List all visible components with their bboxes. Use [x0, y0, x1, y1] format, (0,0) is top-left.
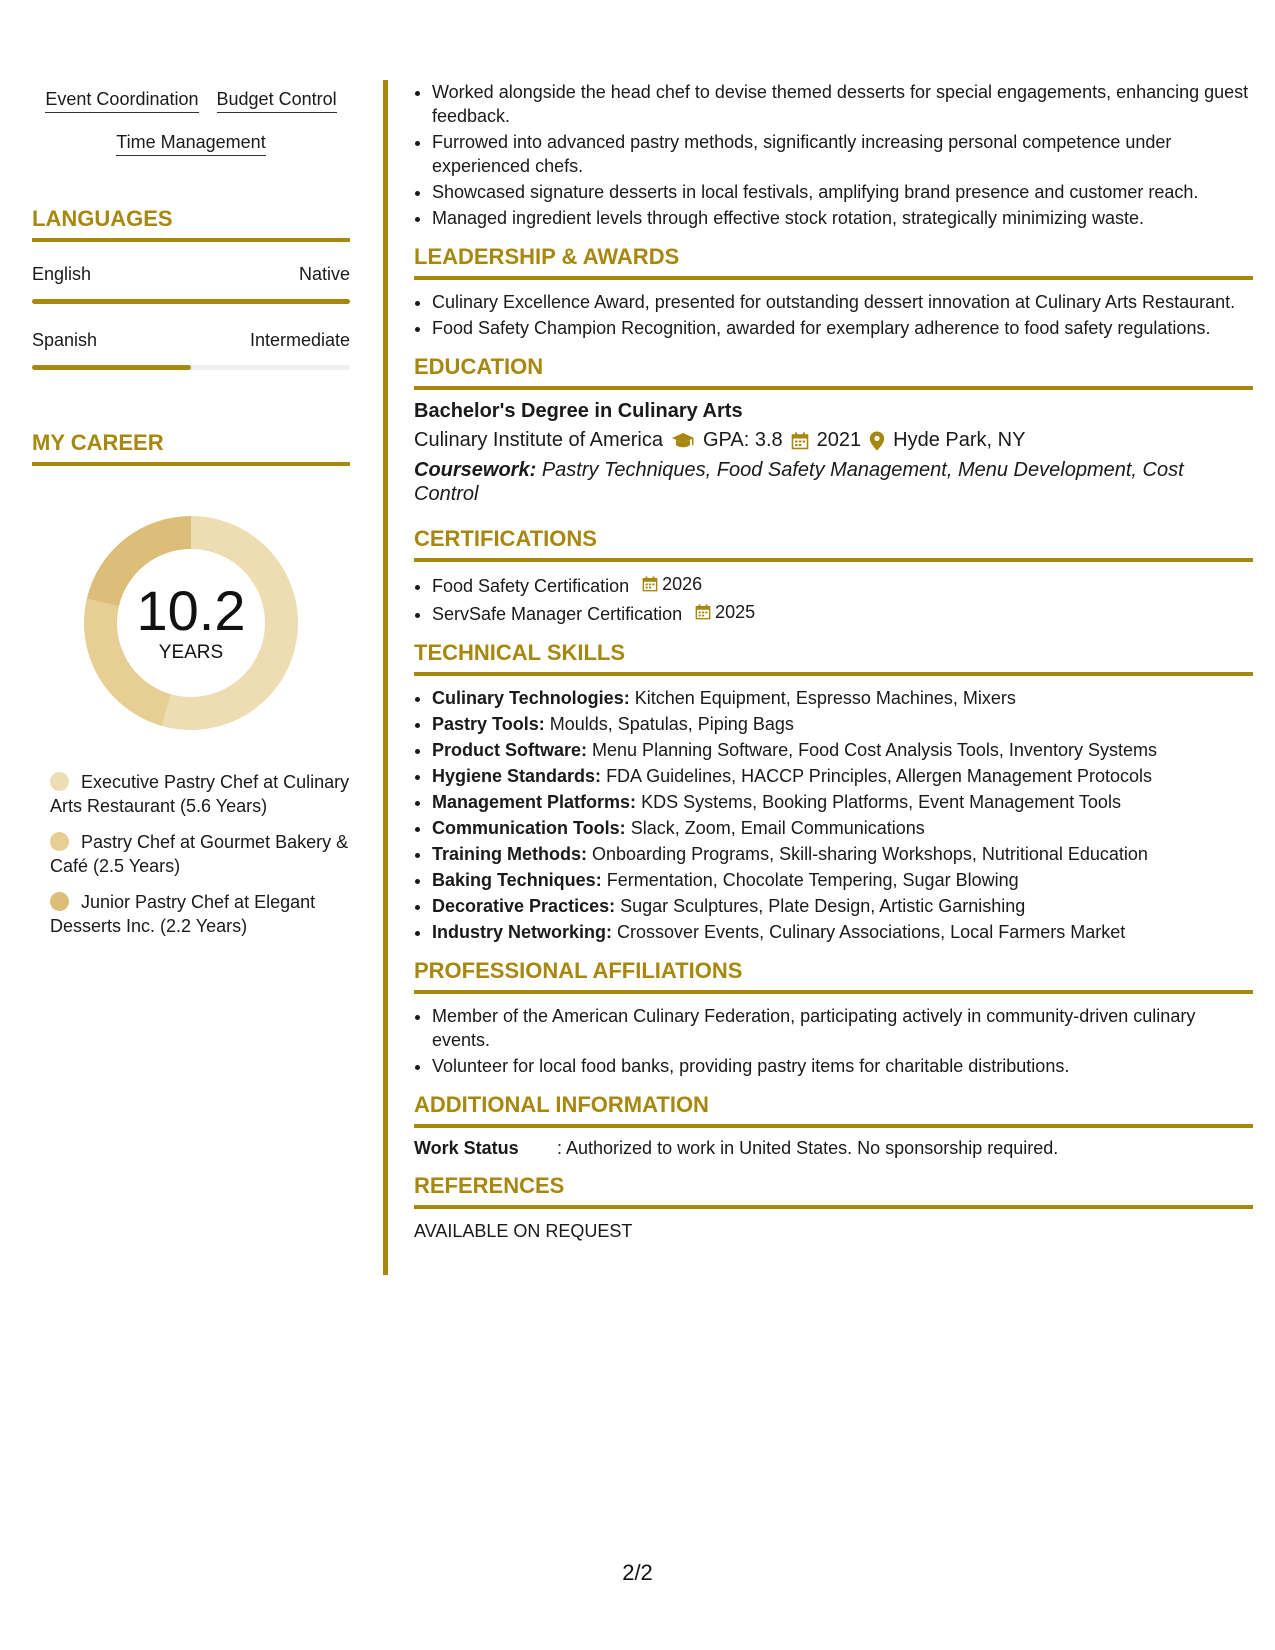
technical-skills-list	[414, 686, 1253, 944]
location-pin-icon	[869, 431, 885, 451]
affiliations-list	[414, 1004, 1253, 1078]
list-item: • Culinary Technologies: Kitchen Equipment, Espresso Machines, Mixers	[432, 686, 1253, 710]
section-heading: CERTIFICATIONS	[414, 526, 1253, 562]
list-item: • Pastry Tools: Moulds, Spatulas, Piping Bags	[432, 712, 1253, 736]
certifications-list	[414, 572, 1253, 626]
skill-tag: Event Coordination	[45, 88, 198, 113]
cert-year: 2026	[662, 574, 703, 594]
calendar-icon	[642, 576, 658, 592]
section-heading: LEADERSHIP & AWARDS	[414, 244, 1253, 280]
list-item: • Industry Networking: Crossover Events, Culinary Associations, Local Farmers Market	[432, 920, 1253, 944]
career-section	[32, 430, 350, 938]
graduation-cap-icon	[671, 432, 695, 450]
work-status-label: Work Status	[414, 1138, 519, 1158]
calendar-icon	[791, 432, 809, 450]
list-item: • Food Safety Certification 2026	[432, 572, 1253, 598]
leadership-section	[414, 244, 1253, 340]
career-legend-item: Pastry Chef at Gourmet Bakery & Café (2.5 Years)	[50, 832, 349, 876]
language-item	[32, 264, 350, 304]
list-item: • Member of the American Culinary Federation, participating actively in community-driven culinary events.	[432, 1004, 1253, 1052]
language-name: Spanish	[32, 330, 98, 350]
career-total: 10.2	[136, 579, 246, 642]
language-bar	[32, 365, 350, 370]
section-heading: PROFESSIONAL AFFILIATIONS	[414, 958, 1253, 994]
legend-dot	[50, 832, 69, 851]
calendar-icon	[695, 604, 711, 620]
school-name: Culinary Institute of America	[414, 429, 663, 451]
skill-tag: Budget Control	[217, 88, 337, 113]
list-item: • Culinary Excellence Award, presented for outstanding dessert innovation at Culinary Arts Restaurant.	[432, 290, 1253, 314]
page-number: 2/2	[622, 1560, 653, 1585]
list-item: • Food Safety Champion Recognition, awarded for exemplary adherence to food safety regulations.	[432, 316, 1253, 340]
career-legend-item: Executive Pastry Chef at Culinary Arts Restaurant (5.6 Years)	[50, 772, 350, 816]
affiliations-section	[414, 958, 1253, 1078]
language-item	[32, 330, 350, 370]
languages-section	[32, 206, 350, 370]
section-heading: EDUCATION	[414, 354, 1253, 390]
leadership-bullets	[414, 290, 1253, 340]
career-heading: MY CAREER	[32, 430, 350, 466]
language-name: English	[32, 264, 92, 284]
experience-section	[414, 80, 1253, 230]
legend-dot	[50, 772, 69, 791]
coursework-label: Coursework:	[414, 459, 537, 481]
language-bar-fill	[32, 365, 191, 370]
languages-heading: LANGUAGES	[32, 206, 350, 242]
section-heading: REFERENCES	[414, 1173, 1253, 1209]
list-item: • Training Methods: Onboarding Programs, Skill-sharing Workshops, Nutritional Education	[432, 842, 1253, 866]
section-heading: ADDITIONAL INFORMATION	[414, 1092, 1253, 1128]
school-location: Hyde Park, NY	[893, 429, 1026, 451]
list-item: • Management Platforms: KDS Systems, Booking Platforms, Event Management Tools	[432, 790, 1253, 814]
career-legend	[32, 770, 350, 938]
certifications-section	[414, 526, 1253, 626]
list-item: • Worked alongside the head chef to devise themed desserts for special engagements, enhancing guest feedback.	[432, 80, 1253, 128]
career-unit: YEARS	[158, 642, 224, 663]
section-heading: TECHNICAL SKILLS	[414, 640, 1253, 676]
technical-skills-section	[414, 640, 1253, 944]
cert-year: 2025	[715, 602, 756, 622]
career-legend-item: Junior Pastry Chef at Elegant Desserts Inc. (2.2 Years)	[50, 892, 316, 936]
language-bar-fill	[32, 299, 350, 304]
language-level: Intermediate	[249, 330, 350, 350]
references-section	[414, 1173, 1253, 1242]
education-meta	[414, 429, 1253, 452]
career-donut-chart	[76, 508, 306, 738]
degree-title: Bachelor's Degree in Culinary Arts	[414, 400, 743, 422]
sidebar	[32, 80, 350, 950]
list-item: • Product Software: Menu Planning Software, Food Cost Analysis Tools, Inventory Systems	[432, 738, 1253, 762]
coursework-list: Pastry Techniques, Food Safety Management, Menu Development, Cost Control	[414, 459, 1184, 505]
list-item: • Baking Techniques: Fermentation, Chocolate Tempering, Sugar Blowing	[432, 868, 1253, 892]
references-text: AVAILABLE ON REQUEST	[414, 1221, 633, 1241]
list-item: • Communication Tools: Slack, Zoom, Email Communications	[432, 816, 1253, 840]
gpa: GPA: 3.8	[703, 429, 783, 451]
work-status-row	[414, 1138, 1253, 1159]
list-item: • Furrowed into advanced pastry methods, significantly increasing personal competence under experienced chefs.	[432, 130, 1253, 178]
language-level: Native	[298, 264, 350, 284]
legend-dot	[50, 892, 69, 911]
list-item: • Showcased signature desserts in local festivals, amplifying brand presence and customer reach.	[432, 180, 1253, 204]
main-column	[383, 80, 1253, 1275]
list-item: • Managed ingredient levels through effective stock rotation, strategically minimizing waste.	[432, 206, 1253, 230]
education-section	[414, 354, 1253, 506]
coursework	[414, 458, 1253, 506]
language-bar	[32, 299, 350, 304]
additional-info-section	[414, 1092, 1253, 1159]
list-item: • Volunteer for local food banks, providing pastry items for charitable distributions.	[432, 1054, 1253, 1078]
skill-tags	[32, 88, 350, 156]
skill-tag: Time Management	[116, 131, 265, 156]
list-item: • ServSafe Manager Certification 2025	[432, 600, 1253, 626]
experience-bullets	[414, 80, 1253, 230]
list-item: • Decorative Practices: Sugar Sculptures, Plate Design, Artistic Garnishing	[432, 894, 1253, 918]
graduation-year: 2021	[816, 429, 862, 451]
list-item: • Hygiene Standards: FDA Guidelines, HACCP Principles, Allergen Management Protocols	[432, 764, 1253, 788]
work-status-value: : Authorized to work in United States. No sponsorship required.	[557, 1138, 1059, 1158]
